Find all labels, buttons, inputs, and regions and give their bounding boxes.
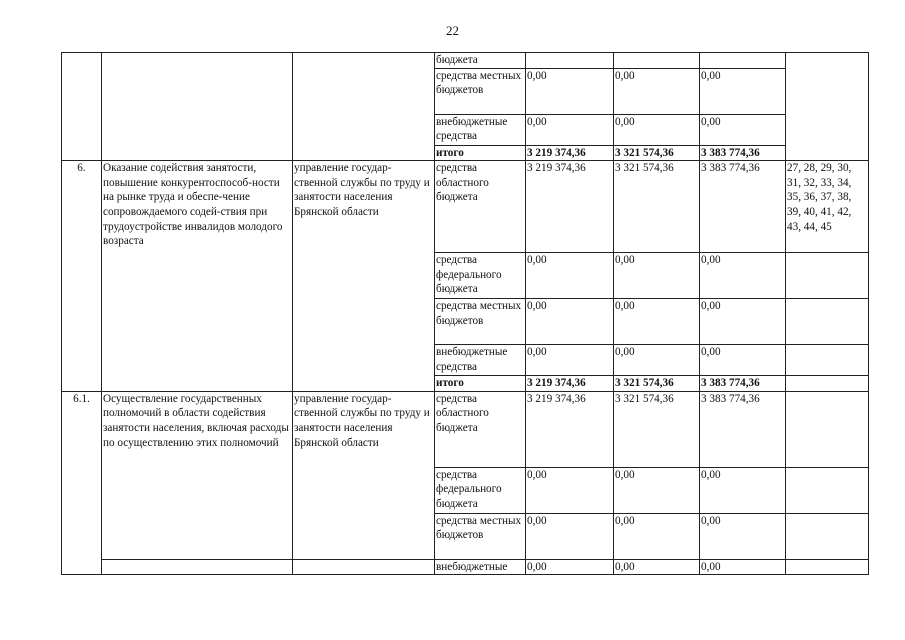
source-cell: средства федерального бюджета: [435, 253, 526, 299]
value-cell: 0,00: [614, 114, 700, 145]
value-cell: 0,00: [614, 253, 700, 299]
value-cell: 0,00: [700, 68, 786, 114]
value-cell: 3 321 574,36: [614, 391, 700, 467]
targets-cell: [786, 467, 869, 513]
value-cell: 0,00: [700, 345, 786, 376]
value-cell: 3 219 374,36: [526, 161, 614, 253]
value-cell: 0,00: [700, 253, 786, 299]
activity-name: Оказание содействия занятости, повышение конкурентоспособ-ности на рынке труда и обеспе-чение сопровождаемого содей-ствия при трудоустройстве инвалидов молодого возраста: [102, 161, 293, 392]
table-row: [62, 161, 869, 253]
targets-cell: [786, 299, 869, 345]
source-cell: внебюджетные: [435, 559, 526, 575]
budget-table: [61, 52, 869, 575]
activity-name: Осуществление государственных полномочий в области содействия занятости населения, включая расходы по осуществлению этих полномочий: [102, 391, 293, 559]
page-number: 22: [446, 23, 459, 38]
value-cell: [526, 53, 614, 69]
value-cell: 3 383 774,36: [700, 376, 786, 392]
source-cell: бюджета: [435, 53, 526, 69]
number-cell: [62, 53, 102, 161]
value-cell: 0,00: [700, 467, 786, 513]
value-cell: 0,00: [614, 345, 700, 376]
value-cell: 0,00: [700, 114, 786, 145]
value-cell: 3 219 374,36: [526, 145, 614, 161]
value-cell: 0,00: [614, 299, 700, 345]
value-cell: 0,00: [614, 467, 700, 513]
value-cell: 3 383 774,36: [700, 145, 786, 161]
source-cell: средства федерального бюджета: [435, 467, 526, 513]
value-cell: 3 383 774,36: [700, 161, 786, 253]
value-cell: 0,00: [526, 68, 614, 114]
value-cell: 3 321 574,36: [614, 376, 700, 392]
source-cell: средства областного бюджета: [435, 161, 526, 253]
value-cell: 0,00: [526, 559, 614, 575]
source-cell: итого: [435, 376, 526, 392]
targets-cell: [786, 345, 869, 376]
source-cell: внебюджетные средства: [435, 114, 526, 145]
value-cell: 0,00: [526, 253, 614, 299]
value-cell: 0,00: [526, 299, 614, 345]
source-cell: средства областного бюджета: [435, 391, 526, 467]
activity-cell: [102, 559, 293, 575]
value-cell: 0,00: [700, 513, 786, 559]
executor-cell: [293, 559, 435, 575]
value-cell: 3 219 374,36: [526, 376, 614, 392]
source-cell: итого: [435, 145, 526, 161]
value-cell: 0,00: [526, 114, 614, 145]
source-cell: средства местных бюджетов: [435, 299, 526, 345]
value-cell: 0,00: [614, 513, 700, 559]
value-cell: 0,00: [700, 559, 786, 575]
executor-cell: [293, 53, 435, 161]
value-cell: 0,00: [614, 559, 700, 575]
executor-name: управление государ-ственной службы по труду и занятости населения Брянской области: [293, 161, 435, 392]
value-cell: [700, 53, 786, 69]
value-cell: 3 321 574,36: [614, 161, 700, 253]
value-cell: 3 219 374,36: [526, 391, 614, 467]
targets-cell: [786, 559, 869, 575]
table-row: [62, 53, 869, 69]
targets-cell: [786, 53, 869, 161]
value-cell: [614, 53, 700, 69]
value-cell: 0,00: [526, 345, 614, 376]
executor-name: управление государ-ственной службы по труду и занятости населения Брянской области: [293, 391, 435, 559]
target-indicators: 27, 28, 29, 30, 31, 32, 33, 34, 35, 36, 37, 38, 39, 40, 41, 42, 43, 44, 45: [786, 161, 869, 253]
targets-cell: [786, 513, 869, 559]
table-row: [62, 391, 869, 467]
targets-cell: [786, 253, 869, 299]
value-cell: 0,00: [526, 513, 614, 559]
source-cell: средства местных бюджетов: [435, 68, 526, 114]
targets-cell: [786, 376, 869, 392]
activity-cell: [102, 53, 293, 161]
value-cell: 0,00: [614, 68, 700, 114]
value-cell: 0,00: [700, 299, 786, 345]
targets-cell: [786, 391, 869, 467]
source-cell: средства местных бюджетов: [435, 513, 526, 559]
item-number: 6.1.: [62, 391, 102, 575]
table-row: [62, 559, 869, 575]
item-number: 6.: [62, 161, 102, 392]
source-cell: внебюджетные средства: [435, 345, 526, 376]
value-cell: 0,00: [526, 467, 614, 513]
value-cell: 3 321 574,36: [614, 145, 700, 161]
value-cell: 3 383 774,36: [700, 391, 786, 467]
